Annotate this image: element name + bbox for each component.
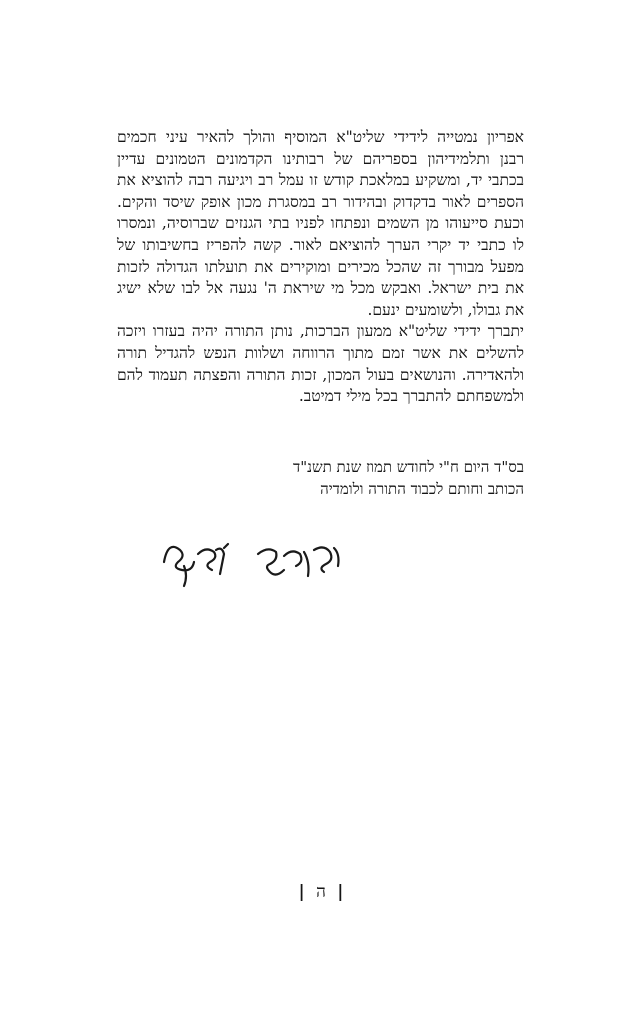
page-number-bar-left: | bbox=[337, 882, 344, 902]
text-line: להשלים את אשר זמם מתוך הרווחה ושלוות הנפש להגדיל תורה bbox=[117, 343, 524, 362]
handwritten-signature bbox=[158, 532, 348, 592]
text-line: מפעל מבורך זה שהכל מכירים ומוקירים את תועלתו הגדולה לזכות bbox=[117, 257, 524, 276]
text-line: לו כתבי יד יקרי הערך להוציאם לאור. קשה להפריז בחשיבותו של bbox=[117, 235, 524, 254]
text-line: רבנן ותלמידיהון בספריהם של רבותינו הקדמונים הטמונים עדיין bbox=[117, 149, 524, 168]
text-line: אפריון נמטייה לידידי שליט"א המוסיף והולך להאיר עיני חכמים bbox=[117, 128, 524, 146]
text-line: ולהאדירה. והנושאים בעול המכון, זכות התורה והפצתה תעמוד להם bbox=[117, 365, 524, 384]
page-number bbox=[0, 882, 642, 902]
text-line: את גבולו, ולשומעים ינעם. bbox=[367, 300, 524, 319]
letter-body bbox=[117, 127, 524, 408]
text-line: בכתבי יד, ומשקיע במלאכת קודש זו עמל רב ויגיעה רבה להוציא את bbox=[117, 171, 524, 190]
text-line: את בית ישראל. ואבקש מכל מי שיראת ה' נגעה אל לבו שלא ישיג bbox=[117, 279, 524, 298]
closing-block bbox=[196, 456, 524, 500]
text-line: וכעת סייעוהו מן השמים ונפתחו לפניו בתי הגנזים שברוסיה, ונמסרו bbox=[117, 214, 524, 233]
author-line: הכותב וחותם לכבוד התורה ולומדיה bbox=[320, 480, 524, 498]
page-number-bar-right: | bbox=[298, 882, 305, 902]
date-line: בס"ד היום ח"י לחודש תמוז שנת תשנ"ד bbox=[293, 458, 524, 476]
text-line: יתברך ידידי שליט"א ממעון הברכות, נותן התורה יהיה בעזרו ויזכה bbox=[117, 322, 524, 341]
text-line: הספרים לאור בדקדוק ובהידור רב במסגרת מכון אופק שיסד והקים. bbox=[117, 192, 524, 211]
text-line: ולמשפחתם להתברך בכל מילי דמיטב. bbox=[298, 387, 524, 406]
page-number-value: ה bbox=[316, 882, 326, 902]
